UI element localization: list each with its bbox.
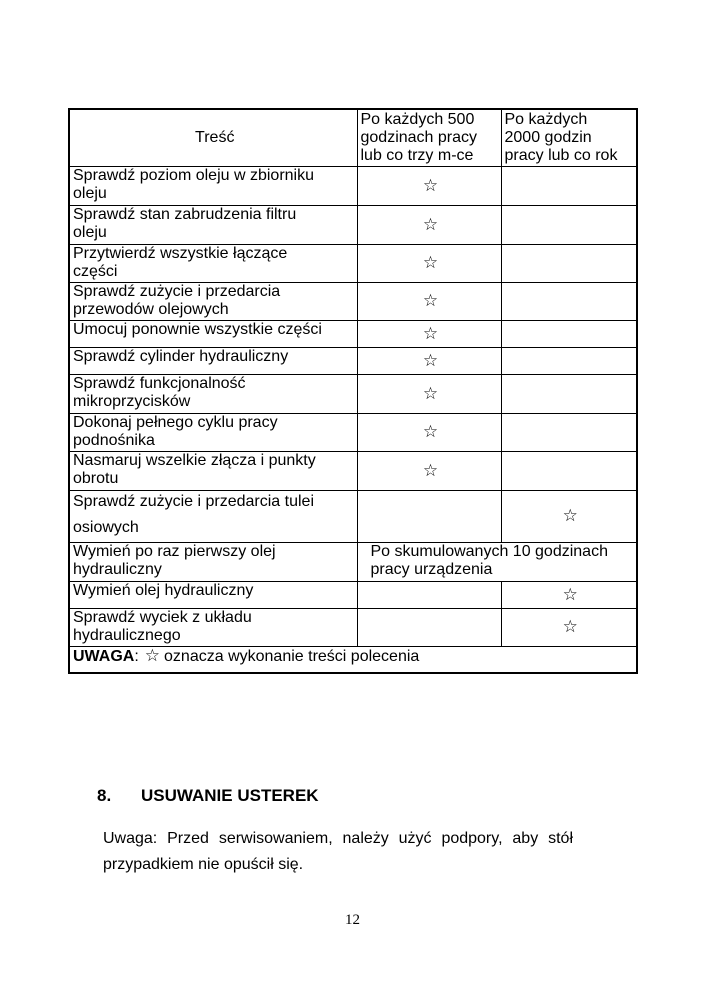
task-line: Nasmaruj wszelkie złącza i punkty: [73, 451, 316, 469]
note-text: oznacza wykonanie treści polecenia: [164, 647, 420, 665]
table-header-row: [69, 109, 637, 166]
section-title: USUWANIE USTEREK: [141, 786, 319, 805]
task-cell: [69, 282, 357, 320]
note-cell: [69, 646, 637, 673]
empty-cell: [501, 166, 637, 205]
star-icon: ☆: [501, 581, 637, 608]
task-line: części: [73, 262, 118, 280]
task-line: Dokonaj pełnego cyklu pracy: [73, 413, 278, 431]
task-line: osiowych: [73, 518, 139, 536]
merged-line: Po skumulowanych 10 godzinach: [370, 542, 608, 560]
task-line: Sprawdź zużycie i przedarcia tulei: [73, 492, 314, 510]
star-icon: ☆: [357, 282, 501, 320]
table-row: [69, 608, 637, 646]
table-row: [69, 166, 637, 205]
warning-paragraph: Uwaga: Przed serwisowaniem, należy użyć podpory, aby stół przypadkiem nie opuścił się.: [103, 830, 573, 873]
empty-cell: [357, 581, 501, 608]
task-line: oleju: [73, 223, 107, 241]
maintenance-table: [68, 108, 638, 674]
task-line: Sprawdź wyciek z układu: [73, 608, 252, 626]
task-cell: [69, 374, 357, 413]
task-line: Sprawdź stan zabrudzenia filtru: [73, 205, 297, 223]
empty-cell: [501, 205, 637, 244]
table-row: [69, 320, 637, 347]
table-note-row: [69, 646, 637, 673]
header-500h-line: lub co trzy m-ce: [360, 147, 474, 164]
star-icon: ☆: [501, 490, 637, 542]
task-line: Przytwierdź wszystkie łączące: [73, 244, 288, 262]
task-line: mikroprzycisków: [73, 392, 191, 410]
header-500h-line: godzinach pracy: [360, 129, 478, 146]
task-line: oleju: [73, 184, 107, 202]
star-icon: ☆: [357, 374, 501, 413]
star-icon: ☆: [357, 205, 501, 244]
task-line: Umocuj ponownie wszystkie części: [73, 320, 322, 338]
merged-line: pracy urządzenia: [370, 560, 493, 578]
task-line: Sprawdź zużycie i przedarcia: [73, 282, 281, 300]
task-cell: [69, 413, 357, 451]
header-2000h-line: 2000 godzin: [504, 129, 592, 146]
table-row: [69, 581, 637, 608]
empty-cell: [501, 347, 637, 374]
task-line: obrotu: [73, 469, 119, 487]
star-icon: ☆: [144, 645, 161, 666]
star-icon: ☆: [501, 608, 637, 646]
empty-cell: [501, 451, 637, 490]
header-task: Treść: [69, 109, 357, 166]
star-icon: ☆: [357, 244, 501, 282]
header-2000h: [501, 109, 637, 166]
task-cell: [69, 608, 357, 646]
table-row: [69, 451, 637, 490]
table-row: [69, 542, 637, 581]
task-line: przewodów olejowych: [73, 300, 229, 318]
table-row: [69, 244, 637, 282]
task-cell: [69, 205, 357, 244]
page-number: 12: [345, 912, 360, 928]
task-line: Wymień olej hydrauliczny: [73, 581, 254, 599]
merged-interval-cell: [357, 542, 637, 581]
task-cell: [69, 347, 357, 374]
section-heading: [97, 786, 319, 806]
table-row: [69, 374, 637, 413]
table-row: [69, 282, 637, 320]
header-2000h-line: Po każdych: [504, 111, 588, 128]
task-cell: [69, 166, 357, 205]
table-row: [69, 490, 637, 542]
header-2000h-line: pracy lub co rok: [504, 147, 618, 164]
header-500h: [357, 109, 501, 166]
task-line: Sprawdź cylinder hydrauliczny: [73, 347, 289, 365]
star-icon: ☆: [357, 413, 501, 451]
task-line: Wymień po raz pierwszy olej: [73, 542, 276, 560]
empty-cell: [501, 282, 637, 320]
star-icon: ☆: [357, 320, 501, 347]
task-line: hydraulicznego: [73, 626, 181, 644]
task-line: Sprawdź funkcjonalność: [73, 374, 246, 392]
empty-cell: [501, 374, 637, 413]
table-row: [69, 205, 637, 244]
task-cell: [69, 320, 357, 347]
task-cell: [69, 490, 357, 542]
header-500h-line: Po każdych 500: [360, 111, 475, 128]
empty-cell: [501, 320, 637, 347]
task-cell: [69, 542, 357, 581]
task-line: podnośnika: [73, 431, 155, 449]
empty-cell: [501, 244, 637, 282]
empty-cell: [357, 490, 501, 542]
star-icon: ☆: [357, 166, 501, 205]
table-row: [69, 413, 637, 451]
star-icon: ☆: [357, 347, 501, 374]
note-label: UWAGA: [73, 647, 135, 665]
task-line: hydrauliczny: [73, 560, 162, 578]
empty-cell: [357, 608, 501, 646]
task-line: Sprawdź poziom oleju w zbiorniku: [73, 166, 314, 184]
note-colon: :: [134, 647, 139, 665]
task-cell: [69, 451, 357, 490]
table-row: [69, 347, 637, 374]
task-cell: [69, 244, 357, 282]
star-icon: ☆: [357, 451, 501, 490]
empty-cell: [501, 413, 637, 451]
task-cell: [69, 581, 357, 608]
section-number: 8.: [97, 786, 112, 805]
